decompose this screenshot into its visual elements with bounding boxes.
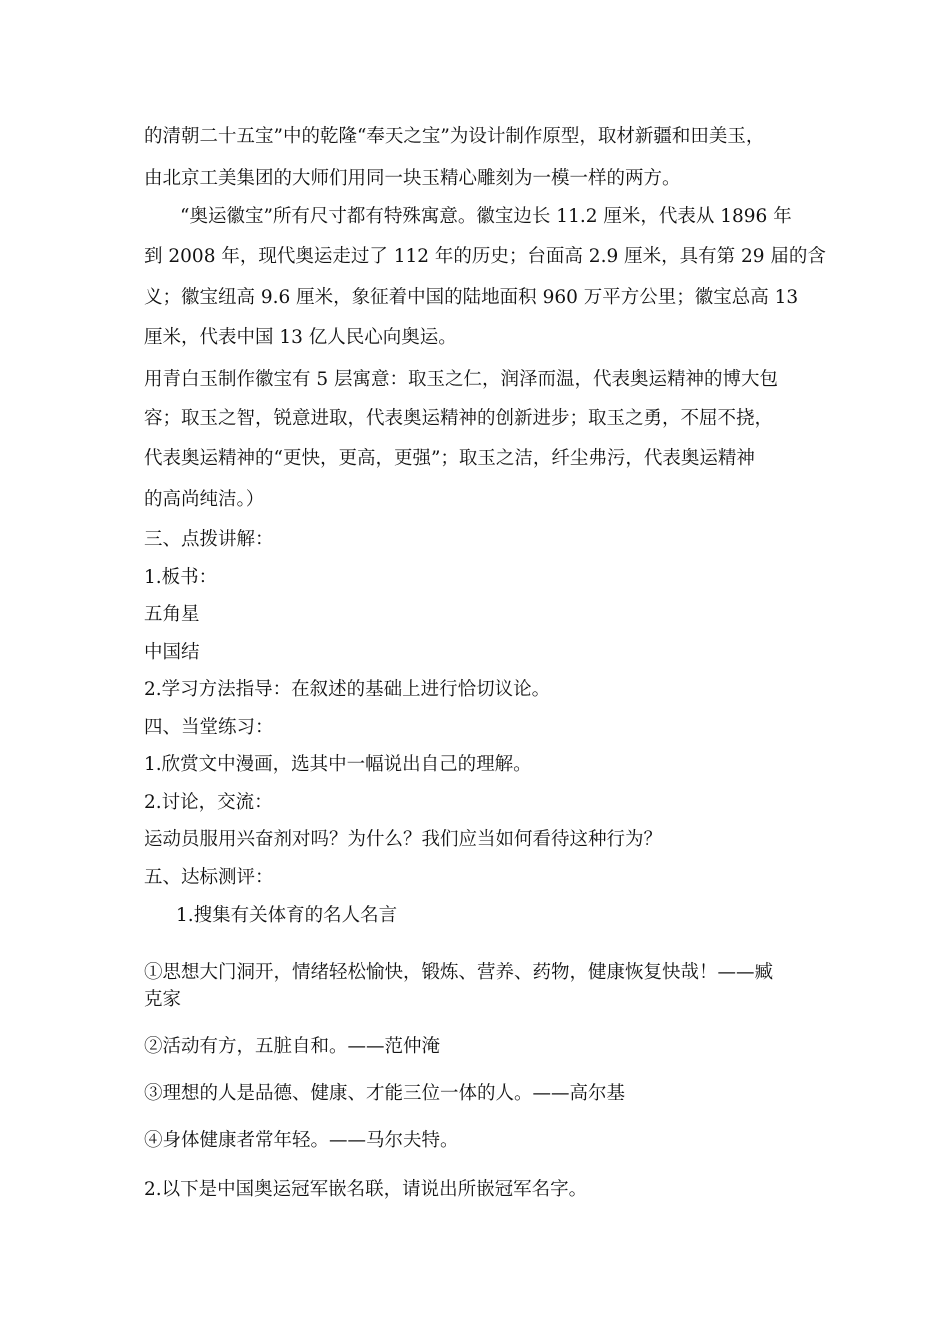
section-heading: 五、达标测评： — [144, 867, 274, 888]
list-item: 2.以下是中国奥运冠军嵌名联，请说出所嵌冠军名字。 — [144, 1179, 588, 1200]
list-item: 1.搜集有关体育的名人名言 — [176, 905, 398, 926]
paragraph-line: 由北京工美集团的大师们用同一块玉精心雕刻为一模一样的两方。 — [144, 168, 681, 189]
quote-line: ④身体健康者常年轻。——马尔夫特。 — [144, 1130, 459, 1151]
paragraph-line: 到 2008 年，现代奥运走过了 112 年的历史；台面高 2.9 厘米，具有第 29 届的含 — [144, 246, 826, 267]
list-item: 2.讨论，交流： — [144, 792, 273, 813]
list-item: 1.板书： — [144, 567, 218, 588]
section-heading: 四、当堂练习： — [144, 717, 274, 738]
paragraph-line: “奥运徽宝”所有尺寸都有特殊寓意。徽宝边长 11.2 厘米，代表从 1896 年 — [180, 206, 792, 227]
paragraph-line: 的清朝二十五宝”中的乾隆“奉天之宝”为设计制作原型，取材新疆和田美玉， — [144, 126, 765, 147]
paragraph-line: 中国结 — [144, 642, 200, 663]
paragraph-line: 代表奥运精神的“更快，更高，更强”；取玉之洁，纤尘弗污，代表奥运精神 — [144, 448, 755, 469]
list-item: 2.学习方法指导：在叙述的基础上进行恰切议论。 — [144, 679, 551, 700]
list-item: 1.欣赏文中漫画，选其中一幅说出自己的理解。 — [144, 754, 532, 775]
paragraph-line: 用青白玉制作徽宝有 5 层寓意：取玉之仁，润泽而温，代表奥运精神的博大包 — [144, 369, 779, 390]
paragraph-line: 容；取玉之智，锐意进取，代表奥运精神的创新进步；取玉之勇，不屈不挠， — [144, 408, 774, 429]
paragraph-line: 五角星 — [144, 604, 200, 625]
quote-line: 克家 — [144, 989, 182, 1010]
section-heading: 三、点拨讲解： — [144, 529, 274, 550]
quote-line: ①思想大门洞开，情绪轻松愉快，锻炼、营养、药物，健康恢复快哉！——臧 — [144, 962, 774, 983]
paragraph-line: 的高尚纯洁。） — [144, 489, 265, 510]
paragraph-line: 义；徽宝纽高 9.6 厘米，象征着中国的陆地面积 960 万平方公里；徽宝总高 13 — [144, 287, 799, 308]
quote-line: ②活动有方，五脏自和。——范仲淹 — [144, 1036, 441, 1057]
quote-line: ③理想的人是品德、健康、才能三位一体的人。——高尔基 — [144, 1083, 626, 1104]
paragraph-line: 厘米，代表中国 13 亿人民心向奥运。 — [144, 327, 457, 348]
paragraph-line: 运动员服用兴奋剂对吗？为什么？我们应当如何看待这种行为？ — [144, 829, 663, 850]
